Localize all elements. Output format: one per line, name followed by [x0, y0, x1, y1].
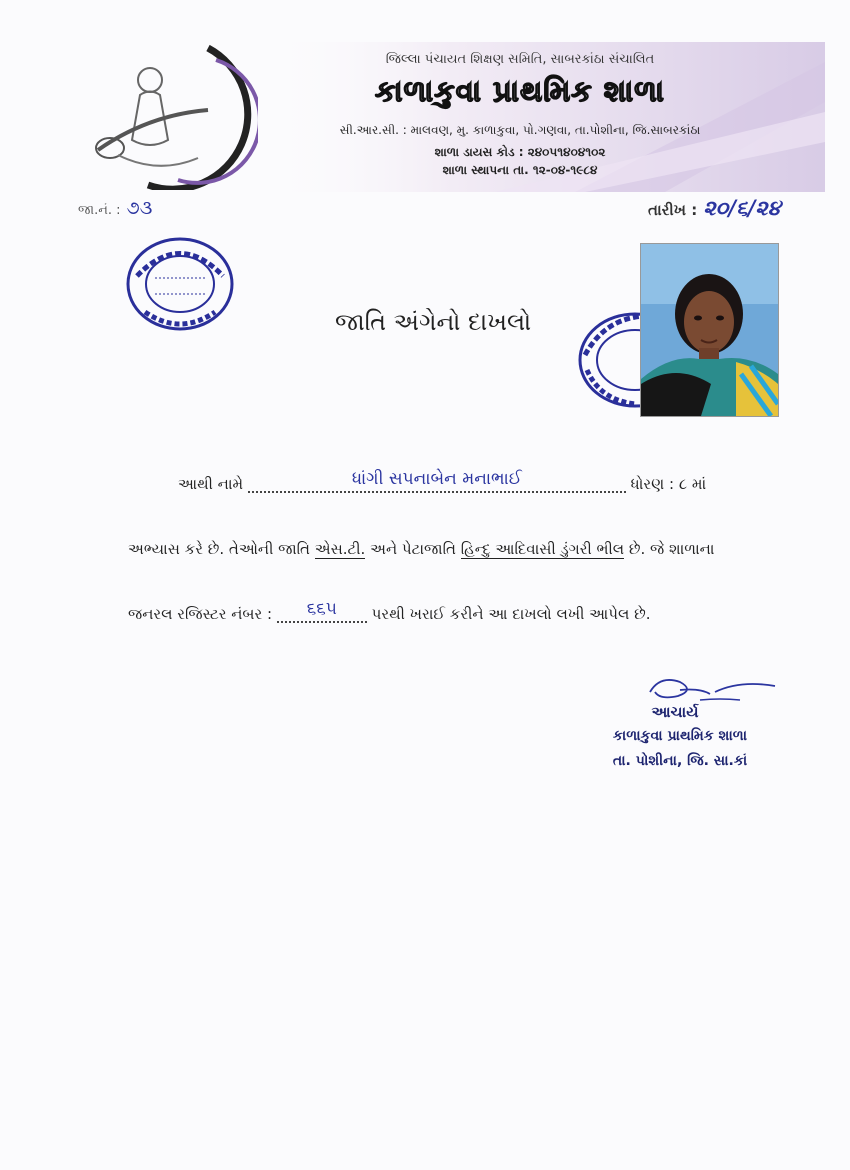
student-name: ધાંગી સપનાબેન મનાભાઈ: [351, 469, 522, 489]
school-address: સી.આર.સી. : માલવણ, મુ. કાળાકુવા, પો.ગણવા, તા.પોશીના, જિ.સાબરકાંઠા: [339, 123, 701, 137]
certificate-title: જાતિ અંગેનો દાખલો: [335, 308, 532, 336]
dise-code: શાળા ડાયસ કોડ : ૨૪૦૫૧૪૦૪૧૦૨: [434, 145, 606, 159]
saraswati-logo: [88, 40, 258, 190]
body-line-caste: [128, 540, 714, 558]
register-number-field: [277, 599, 367, 623]
signature-place: તા. પોશીના, જિ. સા.કાં: [612, 753, 748, 769]
established-date: શાળા સ્થાપના તા. ૧૨-૦૪-૧૯૮૪: [442, 163, 598, 177]
date-label: તારીખ :: [648, 201, 698, 219]
caste-value: એસ.ટી.: [314, 540, 366, 558]
date-field: [648, 195, 781, 221]
reference-value: ૭૩: [126, 197, 153, 219]
standard-text: ધોરણ : ૮ માં: [630, 475, 707, 493]
principal-title: આચાર્ય: [651, 703, 699, 721]
school-stamp: [125, 236, 235, 332]
caste-prefix: અભ્યાસ કરે છે. તેઓની જાતિ: [128, 540, 311, 558]
student-photo: [640, 243, 779, 417]
reference-number: [78, 197, 152, 219]
body-line-name: [178, 469, 707, 493]
name-prefix: આથી નામે: [178, 475, 244, 493]
student-name-field: [248, 469, 626, 493]
subcaste-value: હિન્દુ આદિવાસી ડુંગરી ભીલ: [460, 540, 625, 558]
subcaste-prefix: અને પેટાજાતિ: [370, 540, 456, 558]
student-portrait-image: [641, 244, 778, 416]
date-value: ૨૦/૬/૨૪: [703, 195, 781, 220]
register-number: ૬૬૫: [306, 599, 337, 619]
register-prefix: જનરલ રજિસ્ટર નંબર :: [128, 605, 273, 623]
register-suffix: પરથી ખરાઈ કરીને આ દાખલો લખી આપેલ છે.: [371, 605, 651, 623]
school-name-title: કાળાકુવા પ્રાથમિક શાળા: [374, 74, 665, 108]
reference-label: જા.નં. :: [78, 203, 121, 218]
signature-school-name: કાળાકુવા પ્રાથમિક શાળા: [612, 728, 748, 744]
body-line-register: [128, 599, 651, 623]
header-subtitle: જિલ્લા પંચાયત શિક્ષણ સમિતિ, સાબરકાંઠા સંચાલિત: [385, 52, 655, 67]
caste-suffix: છે. જે શાળાના: [628, 540, 715, 558]
